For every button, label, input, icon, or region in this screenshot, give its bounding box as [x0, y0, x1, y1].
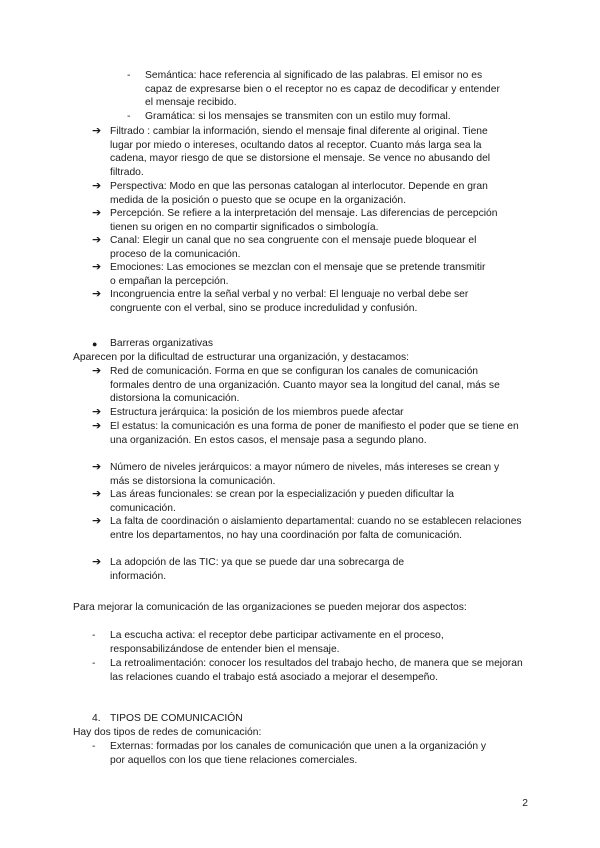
- arrow-icon: ➔: [92, 234, 102, 246]
- arrow-icon: ➔: [92, 488, 102, 500]
- list-item-text: La falta de coordinación o aislamiento departamental: cuando no se establecen relaciones entre los departamentos, no hay una coordinación por falta de comunicación.: [110, 516, 522, 541]
- list-item-text: Percepción. Se refiere a la interpretación del mensaje. Las diferencias de percepción tienen su origen en no compartir significados o simbología.: [110, 208, 498, 233]
- arrow-icon: ➔: [92, 420, 102, 432]
- dash-marker: -: [127, 111, 131, 122]
- arrow-icon: ➔: [92, 207, 102, 219]
- list-item-text: El estatus: la comunicación es una forma de poner de manifiesto el poder que se tiene en una organización. En estos casos, el mensaje pasa a segundo plano.: [110, 421, 519, 446]
- improve-intro-paragraph: Para mejorar la comunicación de las organizaciones se pueden mejorar dos aspectos:: [73, 602, 467, 613]
- list-item-text: La adopción de las TIC: ya que se puede dar una sobrecarga de información.: [110, 557, 405, 582]
- dash-marker: -: [92, 630, 96, 641]
- arrow-icon: ➔: [92, 406, 102, 418]
- org-intro-paragraph: Aparecen por la dificultad de estructurar una organización, y destacamos:: [73, 352, 409, 363]
- list-item-text: Número de niveles jerárquicos: a mayor número de niveles, más intereses se crean y más se distorsiona la comunicación.: [110, 462, 500, 487]
- arrow-icon: ➔: [92, 365, 102, 377]
- list-item-text: Filtrado : cambiar la información, siendo el mensaje final diferente al original. Tiene lugar por miedo o intereses, ocultando datos al receptor. Cuanto más larga sea la cadena, mayor riesgo de que se distorsione el mensaje. Se vence no abusando del filtrado.: [110, 126, 491, 178]
- list-item-text: Perspectiva: Modo en que las personas catalogan al interlocutor. Depende en gran medida de la posición o puesto que se ocupe en la organización.: [110, 181, 488, 206]
- arrow-icon: ➔: [92, 515, 102, 527]
- bullet-icon: ●: [92, 339, 98, 349]
- list-item-text: Las áreas funcionales: se crean por la especialización y pueden dificultar la comunicación.: [110, 489, 455, 514]
- list-item-text: Estructura jerárquica: la posición de los miembros puede afectar: [110, 407, 404, 418]
- section-number: 4.: [92, 713, 101, 724]
- arrow-icon: ➔: [92, 180, 102, 192]
- list-item-text: Gramática: si los mensajes se transmiten con un estilo muy formal.: [145, 111, 451, 122]
- section-title: TIPOS DE COMUNICACIÓN: [110, 713, 243, 724]
- list-item-text: La escucha activa: el receptor debe participar activamente en el proceso, responsabilizándose de entender bien el mensaje.: [110, 630, 444, 655]
- dash-marker: -: [92, 658, 96, 669]
- list-item-text: Incongruencia entre la señal verbal y no verbal: El lenguaje no verbal debe ser congruente con el verbal, sino se produce incredulidad y confusión.: [110, 289, 469, 314]
- arrow-icon: ➔: [92, 556, 102, 568]
- list-item-text: Red de comunicación. Forma en que se configuran los canales de comunicación formales dentro de una organización. Cuanto mayor sea la longitud del canal, más se distorsiona la comunicación.: [110, 366, 500, 405]
- arrow-icon: ➔: [92, 261, 102, 273]
- section-subheading: Barreras organizativas: [110, 338, 214, 349]
- arrow-icon: ➔: [92, 461, 102, 473]
- types-intro-paragraph: Hay dos tipos de redes de comunicación:: [73, 727, 262, 738]
- list-item-text: La retroalimentación: conocer los resultados del trabajo hecho, de manera que se mejoran las relaciones cuando el trabajo está asociado a mejorar el desempeño.: [110, 658, 523, 683]
- arrow-icon: ➔: [92, 288, 102, 300]
- arrow-icon: ➔: [92, 125, 102, 137]
- dash-marker: -: [92, 741, 96, 752]
- list-item-text: Emociones: Las emociones se mezclan con el mensaje que se pretende transmitir o empañan la percepción.: [110, 262, 486, 287]
- list-item-text: Canal: Elegir un canal que no sea congruente con el mensaje puede bloquear el proceso de la comunicación.: [110, 235, 477, 260]
- list-item-text: Semántica: hace referencia al significado de las palabras. El emisor no es capaz de expresarse bien o el receptor no es capaz de decodificar y entender el mensaje recibido.: [145, 70, 500, 109]
- list-item-text: Externas: formadas por los canales de comunicación que unen a la organización y por aquellos con los que tiene relaciones comerciales.: [110, 741, 487, 766]
- dash-marker: -: [127, 70, 131, 81]
- page-number: 2: [522, 798, 528, 809]
